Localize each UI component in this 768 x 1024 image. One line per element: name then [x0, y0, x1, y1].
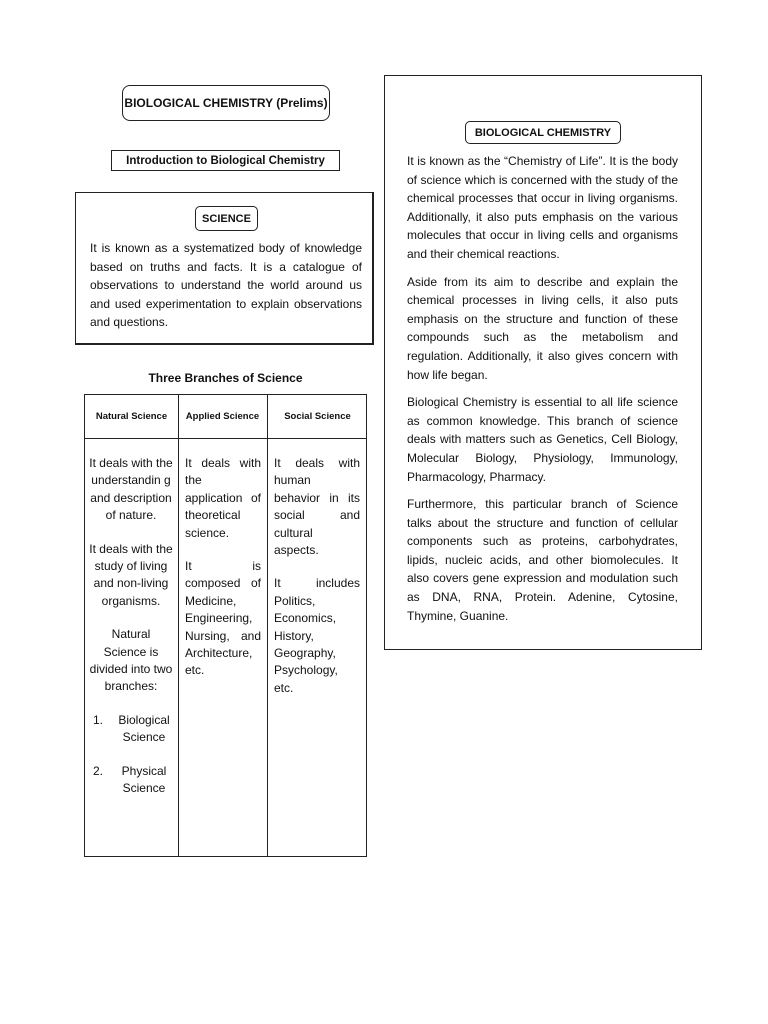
- list-text: Physical Science: [121, 763, 167, 796]
- applied-science-cell: [185, 455, 261, 696]
- social-p2: It includes Politics, Economics, History, Geography, Psychology, etc.: [274, 576, 360, 695]
- table-divider: [267, 395, 268, 856]
- natural-p3: Natural Science is divided into two branches:: [89, 627, 173, 694]
- column-header-natural: Natural Science: [95, 411, 168, 422]
- list-text: Biological Science: [118, 712, 170, 745]
- science-heading: SCIENCE: [195, 206, 258, 231]
- natural-p2: It deals with the study of living and non-living organisms.: [89, 541, 173, 608]
- bio-paragraph: Furthermore, this particular branch of Science talks about the structure and function of cellular components such as proteins, carbohydrates, lipids, nucleic acids, and other biomolecules. It also covers gene expression and modulation such as DNA, RNA, Protein. Adenine, Cytosine, Thymine, Guanine.: [407, 497, 678, 623]
- applied-p2: It is composed of Medicine, Engineering, Nursing, and Architecture, etc.: [185, 559, 261, 678]
- list-item: [89, 763, 173, 798]
- natural-science-cell: [89, 455, 173, 798]
- applied-p1: It deals with the application of theoretical science.: [185, 456, 261, 540]
- table-header-divider: [85, 438, 366, 439]
- list-number: 2.: [93, 763, 104, 778]
- column-header-applied: Applied Science: [185, 411, 260, 422]
- page-title: BIOLOGICAL CHEMISTRY (Prelims): [122, 85, 330, 121]
- natural-p1: It deals with the understandin g and description of nature.: [89, 456, 173, 523]
- science-definition: It is known as a systematized body of knowledge based on truths and facts. It is a catalogue of observations to understand the world around us and used experimentation to explain observations and questions.: [90, 241, 362, 330]
- table-divider: [178, 395, 179, 856]
- branches-heading: Three Branches of Science: [148, 371, 303, 385]
- list-number: 1.: [93, 712, 104, 727]
- intro-heading: Introduction to Biological Chemistry: [111, 150, 340, 171]
- list-item: [89, 712, 173, 747]
- bio-paragraph: It is known as the “Chemistry of Life”. It is the body of science which is concerned with the study of the chemical processes that occur in living organisms. Additionally, it also puts emphasis on the various molecules that occur in living cells and organisms and their chemical reactions.: [407, 154, 678, 261]
- column-header-social: Social Science: [284, 411, 351, 422]
- biological-chemistry-text: [407, 152, 678, 634]
- bio-paragraph: Biological Chemistry is essential to all life science as common knowledge. This branch of science deals with matters such as Genetics, Cell Biology, Molecular Biology, Physiology, Immunology, Pharmacology, Pharmacy.: [407, 395, 678, 484]
- biological-chemistry-box: [384, 75, 702, 650]
- social-p1: It deals with human behavior in its social and cultural aspects.: [274, 456, 360, 558]
- bio-paragraph: Aside from its aim to describe and explain the chemical processes in living cells, it also puts emphasis on the structure and function of these compounds such as the metabolism and regulation. Additionally, it also gives concern with how life began.: [407, 274, 678, 382]
- branches-table: [84, 394, 367, 857]
- science-box: [75, 192, 374, 345]
- biological-chemistry-heading: BIOLOGICAL CHEMISTRY: [465, 121, 621, 144]
- social-science-cell: [274, 455, 360, 713]
